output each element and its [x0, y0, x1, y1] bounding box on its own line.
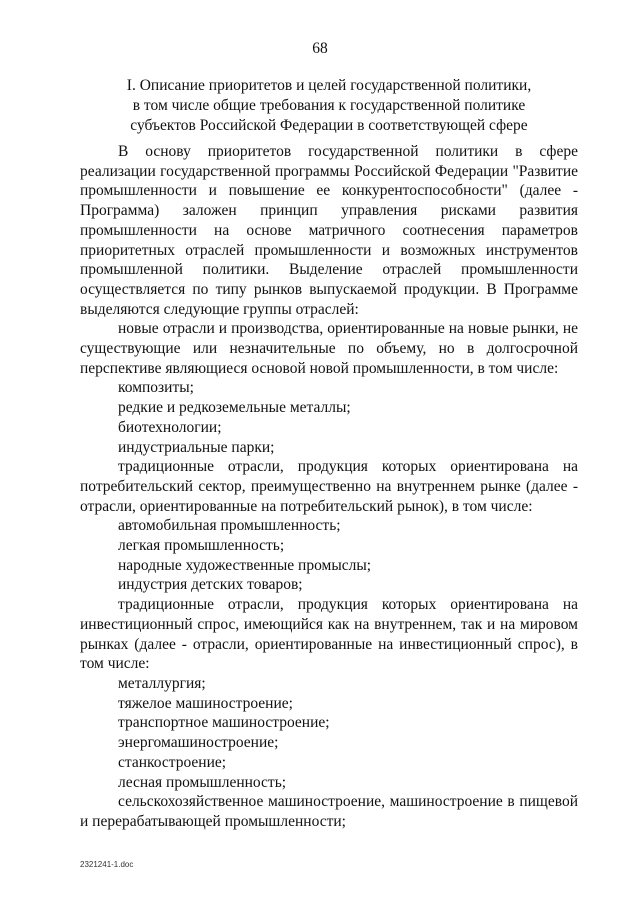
heading-line-2: в том числе общие требования к государственной политике — [132, 97, 526, 114]
list-item: народные художественные промыслы; — [118, 556, 372, 574]
list-item: автомобильная промышленность; — [118, 517, 341, 535]
footer-filename: 2321241-1.doc — [80, 860, 134, 869]
heading-line-1: I. Описание приоритетов и целей государственной политики, — [126, 77, 532, 94]
heading-line-3: субъектов Российской Федерации в соответствующей сфере — [130, 117, 528, 134]
list-item: металлургия; — [118, 674, 206, 692]
list-item: энергомашиностроение; — [118, 734, 279, 752]
list-item: транспортное машиностроение; — [118, 714, 330, 732]
paragraph-consumer-industries: традиционные отрасли, продукция которых ориентирована на потребительский сектор, преимущественно на внутреннем рынке (далее - отрасли, ориентированные на потребительский рынок), в том числе: — [80, 458, 578, 515]
list-item: легкая промышленность; — [118, 537, 285, 555]
section-heading — [80, 76, 578, 136]
list-item: редкие и редкоземельные металлы; — [118, 399, 351, 417]
list-item: станкостроение; — [118, 753, 227, 771]
list-item: индустриальные парки; — [118, 438, 275, 456]
paragraph-intro: В основу приоритетов государственной политики в сфере реализации государственной программы Российской Федерации "Развитие промышленности и повышение ее конкурентоспособности" (далее - Программа) заложен принцип управления рисками развития промышленности на основе матричного соотнесения параметров приоритетных отраслей промышленности и возможных инструментов промышленной политики. Выделение отраслей промышленности осуществляется по типу рынков выпускаемой продукции. В Программе выделяются следующие группы отраслей: — [80, 143, 578, 318]
page-number: 68 — [312, 40, 328, 57]
paragraph-new-industries: новые отрасли и производства, ориентированные на новые рынки, не существующие или незначительные по объему, но в долгосрочной перспективе являющиеся основой новой промышленности, в том числе: — [80, 320, 578, 377]
list-item: индустрия детских товаров; — [118, 576, 303, 594]
list-item: лесная промышленность; — [118, 773, 287, 791]
document-body — [80, 142, 578, 832]
list-item: композиты; — [118, 379, 194, 397]
paragraph-investment-industries: традиционные отрасли, продукция которых ориентирована на инвестиционный спрос, имеющийся как на внутреннем, так и на мировом рынках (далее - отрасли, ориентированные на инвестиционный спрос), в том числе: — [80, 596, 578, 673]
list-item: биотехнологии; — [118, 418, 222, 436]
list-item: тяжелое машиностроение; — [118, 694, 293, 712]
paragraph-agri-machinery: сельскохозяйственное машиностроение, машиностроение в пищевой и перерабатывающей промышленности; — [80, 793, 578, 830]
